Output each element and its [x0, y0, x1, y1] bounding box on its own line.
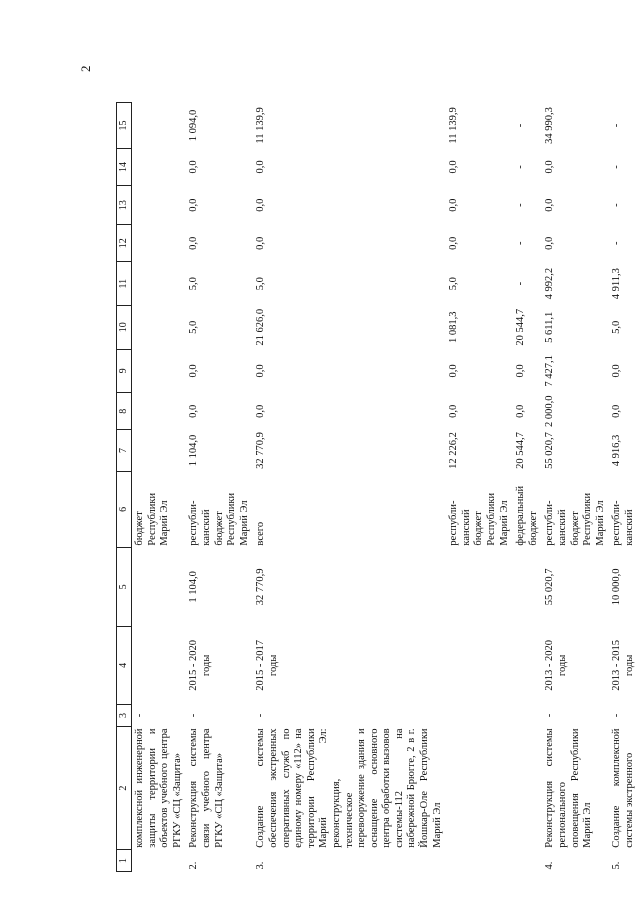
cell-r2-c11: 5,0 [255, 277, 267, 291]
cell-r6-c13: - [611, 203, 623, 207]
cell-r4-c14: - [515, 165, 527, 169]
header-col-11: 11 [117, 262, 132, 306]
cell-r2-c9: 0,0 [255, 364, 267, 378]
cell-r3-c4 [446, 626, 513, 705]
header-col-2: 2 [117, 726, 132, 849]
cell-r3-c12: 0,0 [448, 236, 460, 250]
header-col-14: 14 [117, 148, 132, 185]
cell-r5-c9: 7 427,1 [544, 355, 556, 387]
cell-r4-c11: - [515, 281, 527, 286]
cell-r6-c12: - [611, 241, 623, 246]
cell-r3-c13: 0,0 [448, 198, 460, 212]
cell-r0-c4 [132, 626, 187, 705]
cell-r6-c8: 0,0 [611, 404, 623, 418]
cell-r0-c1 [132, 850, 187, 872]
cell-r6-c5: 10 000,0 [611, 568, 623, 606]
cell-r3-c6: республи-канский бюджет Республики Марий Эл [448, 492, 510, 546]
cell-r2-c3: - [255, 713, 267, 718]
cell-r3-c2 [446, 726, 513, 849]
cell-r5-c11: 4 992,2 [544, 267, 556, 300]
header-col-3: 3 [117, 705, 132, 727]
budget-table [116, 102, 639, 872]
cell-r4-c12: - [515, 241, 527, 246]
cell-r0-c11 [132, 262, 187, 306]
cell-r4-c3 [513, 705, 542, 727]
cell-r5-c15: 34 990,3 [544, 107, 556, 144]
cell-r5-c12: 0,0 [544, 236, 556, 250]
cell-r1-c15: 1 094,0 [188, 109, 200, 142]
table-row [253, 103, 446, 872]
cell-r3-c11: 5,0 [448, 277, 460, 291]
cell-r1-c10: 5,0 [188, 320, 200, 334]
cell-r0-c14 [132, 148, 187, 185]
header-col-9: 9 [117, 349, 132, 393]
cell-r3-c15: 11 139,9 [448, 107, 460, 144]
cell-r3-c9: 0,0 [448, 364, 460, 378]
cell-r5-c3: - [544, 713, 556, 718]
cell-r1-c14: 0,0 [188, 160, 200, 174]
cell-r5-c14: 0,0 [544, 160, 556, 174]
table-row [513, 103, 542, 872]
table-row [132, 103, 187, 872]
header-col-13: 13 [117, 185, 132, 224]
cell-r2-c2: Создание системы обеспечения экстренных оперативных служб по единому номеру «112» на территории Республики Марий Эл: реконструкция, техническое перевооружение здания и оснащение основного центра обработки вызовов системы-112 на набережной Брюгге, 2 в г. Йошкар-Оле Республики Марий Эл [255, 728, 443, 848]
cell-r0-c12 [132, 225, 187, 262]
cell-r4-c7: 20 544,7 [515, 432, 527, 469]
cell-r1-c13: 0,0 [188, 198, 200, 212]
cell-r2-c14: 0,0 [255, 160, 267, 174]
table-row [609, 103, 638, 872]
cell-r5-c7: 55 020,7 [544, 432, 556, 469]
cell-r6-c2: Создание комплексной системы экстренного [611, 728, 635, 848]
header-col-1: 1 [117, 850, 132, 872]
table-row [542, 103, 609, 872]
header-col-7: 7 [117, 430, 132, 471]
cell-r6-c3: - [611, 713, 623, 718]
table-row [186, 103, 253, 872]
cell-r1-c7: 1 104,0 [188, 434, 200, 467]
cell-r3-c7: 12 226,2 [448, 432, 460, 469]
cell-r6-c1: 5. [611, 861, 623, 870]
cell-r6-c10: 5,0 [611, 320, 623, 334]
cell-r2-c8: 0,0 [255, 404, 267, 418]
cell-r3-c1 [446, 850, 513, 872]
cell-r1-c2: Реконструкция системы связи учебного центра РГКУ «СЦ «Защита» [188, 728, 225, 848]
cell-r5-c10: 5 611,1 [544, 311, 556, 343]
cell-r0-c13 [132, 185, 187, 224]
cell-r0-c9 [132, 349, 187, 393]
cell-r2-c1: 3. [255, 861, 267, 870]
column-number-header [117, 103, 132, 872]
table-row [446, 103, 513, 872]
cell-r2-c15: 11 139,9 [255, 107, 267, 144]
cell-r3-c10: 1 081,3 [448, 311, 460, 344]
cell-r2-c13: 0,0 [255, 198, 267, 212]
cell-r1-c6: республи-канский бюджет Республики Марий Эл [188, 492, 250, 546]
cell-r2-c10: 21 626,0 [255, 308, 267, 346]
cell-r2-c7: 32 770,9 [255, 432, 267, 469]
cell-r6-c11: 4 911,3 [611, 268, 623, 300]
cell-r0-c5 [132, 548, 187, 627]
cell-r5-c2: Реконструкция системы регионального оповещения Республики Марий Эл [544, 728, 594, 848]
cell-r1-c1: 2. [188, 861, 200, 870]
cell-r5-c5: 55 020,7 [544, 568, 556, 606]
cell-r6-c6: республи-канский [611, 500, 635, 546]
cell-r0-c8 [132, 393, 187, 430]
cell-r1-c12: 0,0 [188, 236, 200, 250]
header-col-6: 6 [117, 471, 132, 547]
cell-r5-c1: 4. [544, 861, 556, 870]
cell-r0-c15 [132, 103, 187, 149]
cell-r6-c4: 2013 - 2015 годы [611, 639, 635, 691]
cell-r6-c14: - [611, 165, 623, 169]
cell-r1-c5: 1 104,0 [188, 571, 200, 603]
cell-r1-c11: 5,0 [188, 277, 200, 291]
cell-r3-c8: 0,0 [448, 404, 460, 418]
cell-r3-c3 [446, 705, 513, 727]
header-col-8: 8 [117, 393, 132, 430]
cell-r2-c5: 32 770,9 [255, 568, 267, 606]
cell-r4-c9: 0,0 [515, 364, 527, 378]
header-col-4: 4 [117, 626, 132, 705]
cell-r0-c7 [132, 430, 187, 471]
cell-r2-c4: 2015 - 2017 годы [255, 639, 279, 691]
cell-r5-c4: 2013 - 2020 годы [544, 639, 568, 691]
cell-r4-c4 [513, 626, 542, 705]
cell-r4-c5 [513, 548, 542, 627]
cell-r4-c13: - [515, 203, 527, 207]
cell-r4-c10: 20 544,7 [515, 308, 527, 346]
cell-r3-c5 [446, 548, 513, 627]
header-col-5: 5 [117, 548, 132, 627]
cell-r5-c8: 2 000,0 [544, 395, 556, 427]
cell-r0-c2: комплексной инженерной защиты территории и объектов учебного центра РГКУ «СЦ «Защита» [132, 726, 187, 849]
header-col-12: 12 [117, 225, 132, 262]
cell-r1-c3: - [188, 713, 200, 718]
header-col-15: 15 [117, 103, 132, 149]
cell-r2-c12: 0,0 [255, 236, 267, 250]
cell-r6-c7: 4 916,3 [611, 434, 623, 467]
cell-r3-c14: 0,0 [448, 160, 460, 174]
cell-r0-c6: бюджет Республики Марий Эл [132, 471, 187, 547]
cell-r4-c6: федеральный бюджет [515, 485, 539, 546]
cell-r0-c3: - [132, 705, 187, 727]
cell-r1-c9: 0,0 [188, 364, 200, 378]
cell-r1-c8: 0,0 [188, 404, 200, 418]
cell-r4-c2 [513, 726, 542, 849]
cell-r6-c15: - [611, 123, 623, 128]
cell-r1-c4: 2015 - 2020 годы [188, 639, 212, 691]
cell-r5-c6: республи-канский бюджет Республики Марий Эл [544, 492, 606, 546]
cell-r0-c10 [132, 305, 187, 349]
table-body [132, 103, 639, 872]
cell-r2-c6: всего [255, 521, 267, 546]
cell-r4-c8: 0,0 [515, 404, 527, 418]
cell-r6-c9: 0,0 [611, 364, 623, 378]
cell-r5-c13: 0,0 [544, 198, 556, 212]
cell-r4-c15: - [515, 123, 527, 128]
cell-r4-c1 [513, 850, 542, 872]
header-col-10: 10 [117, 305, 132, 349]
page-number: 2 [78, 65, 93, 72]
